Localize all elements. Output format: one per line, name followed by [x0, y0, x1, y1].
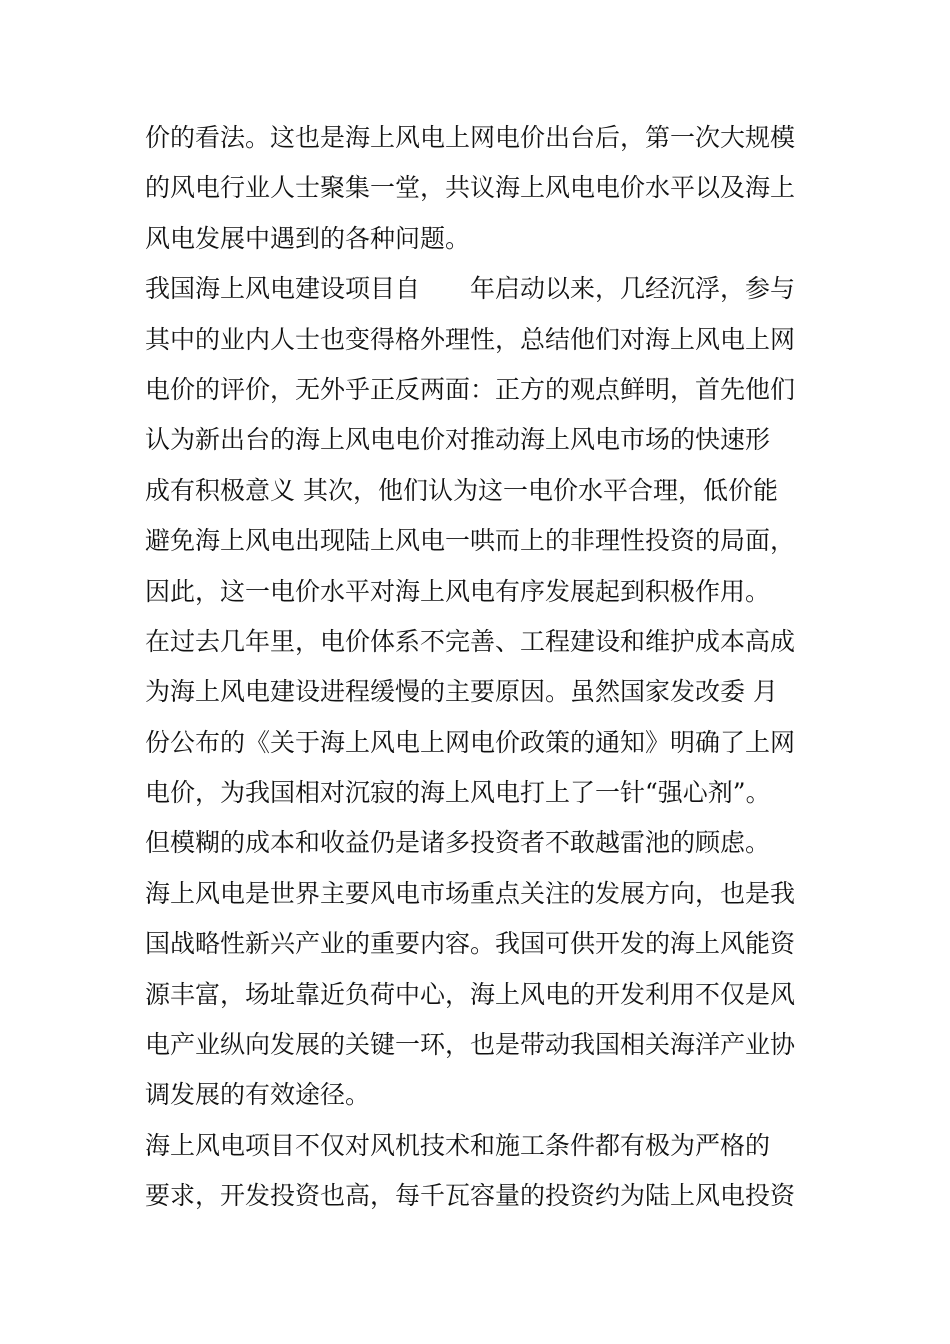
text-line: 因此，这一电价水平对海上风电有序发展起到积极作用。 [145, 576, 771, 606]
text-line: 的风电行业人士聚集一堂，共议海上风电电价水平以及海上 [145, 173, 796, 203]
body-text [145, 113, 845, 1222]
text-line: 其中的业内人士也变得格外理性，总结他们对海上风电上网 [145, 324, 796, 354]
text-line: 在过去几年里，电价体系不完善、工程建设和维护成本高成 [145, 626, 796, 656]
text-line: 要求，开发投资也高，每千瓦容量的投资约为陆上风电投资 [145, 1181, 796, 1211]
text-line: 海上风电是世界主要风电市场重点关注的发展方向，也是我 [145, 878, 796, 908]
text-line: 调发展的有效途径。 [145, 1080, 371, 1110]
text-line: 国战略性新兴产业的重要内容。我国可供开发的海上风能资 [145, 929, 796, 959]
text-line: 海上风电项目不仅对风机技术和施工条件都有极为严格的 [145, 1130, 771, 1160]
text-line: 我国海上风电建设项目自 年启动以来，几经沉浮，参与 [145, 274, 796, 304]
text-line: 风电发展中遇到的各种问题。 [145, 223, 471, 253]
text-line: 价的看法。这也是海上风电上网电价出台后，第一次大规模 [145, 123, 796, 152]
text-line: 为海上风电建设进程缓慢的主要原因。虽然国家发改委 月 [145, 677, 778, 707]
text-line: 避免海上风电出现陆上风电一哄而上的非理性投资的局面， [145, 526, 796, 556]
text-line: 认为新出台的海上风电电价对推动海上风电市场的快速形 [145, 425, 771, 455]
text-line: 电价的评价，无外乎正反两面：正方的观点鲜明，首先他们 [145, 374, 796, 404]
text-line: 电产业纵向发展的关键一环，也是带动我国相关海洋产业协 [145, 1030, 796, 1060]
text-line: 成有积极意义 其次，他们认为这一电价水平合理，低价能 [145, 475, 778, 505]
text-line: 份公布的《关于海上风电上网电价政策的通知》明确了上网 [145, 727, 796, 757]
text-line: 电价，为我国相对沉寂的海上风电打上了一针“强心剂”。 [145, 778, 771, 808]
text-line: 但模糊的成本和收益仍是诸多投资者不敢越雷池的顾虑。 [145, 828, 771, 858]
text-line: 源丰富，场址靠近负荷中心，海上风电的开发利用不仅是风 [145, 979, 796, 1009]
